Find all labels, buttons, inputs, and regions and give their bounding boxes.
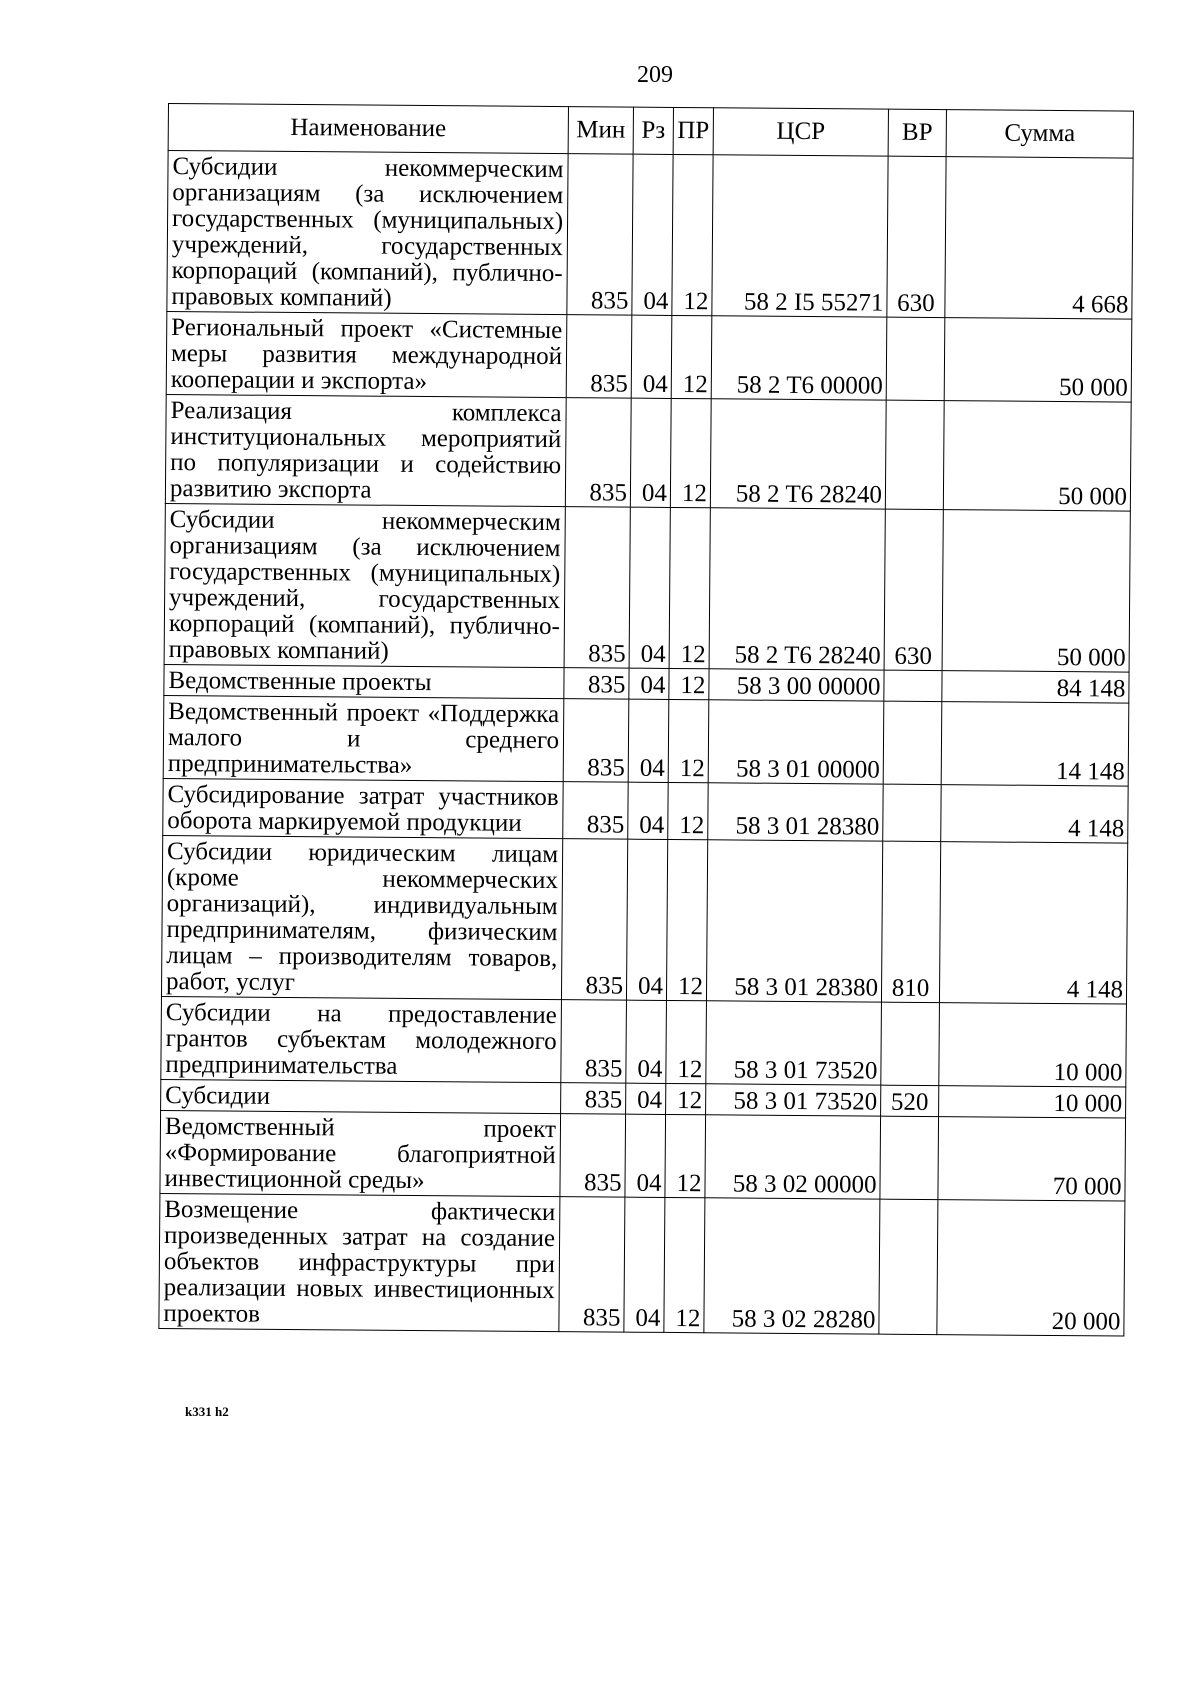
row-name: Субсидии <box>161 1079 561 1113</box>
row-csr: 58 2 T6 28240 <box>710 399 886 509</box>
row-csr: 58 3 01 28380 <box>706 840 882 1002</box>
header-sum: Сумма <box>946 110 1133 158</box>
row-pr: 12 <box>672 154 713 315</box>
row-vr: 630 <box>887 156 946 317</box>
row-pr: 12 <box>668 782 708 839</box>
row-vr <box>881 1002 940 1085</box>
row-csr: 58 3 01 73520 <box>706 1001 882 1085</box>
budget-table <box>158 103 1134 1337</box>
row-rz: 04 <box>632 154 673 315</box>
table-row <box>163 778 1128 843</box>
row-min: 835 <box>566 315 632 399</box>
row-pr: 12 <box>664 1197 705 1332</box>
row-vr: 520 <box>881 1085 939 1116</box>
row-name: Возмещение фактически произведенных затрат на создание объектов инфраструктуры при реализации новых инвестиционных проектов <box>159 1193 560 1331</box>
row-min: 835 <box>565 398 631 508</box>
row-min: 835 <box>561 1000 627 1084</box>
row-name: Субсидирование затрат участников оборота маркируемой продукции <box>163 778 563 838</box>
row-name: Региональный проект «Системные меры развития международной кооперации и экспорта» <box>166 311 567 397</box>
row-sum: 4 668 <box>945 157 1133 319</box>
row-sum: 20 000 <box>937 1200 1125 1336</box>
row-min: 835 <box>561 839 627 1001</box>
row-csr: 58 3 01 00000 <box>708 700 884 784</box>
row-name: Субсидии на предоставление грантов субъектам молодежного предпринимательства <box>161 996 562 1082</box>
table-row <box>165 394 1131 511</box>
row-csr: 58 2 T6 28240 <box>709 508 885 670</box>
row-vr <box>883 784 941 841</box>
row-pr: 12 <box>669 668 709 699</box>
row-csr: 58 3 02 00000 <box>705 1115 881 1199</box>
table-header-row <box>168 104 1133 159</box>
table-row <box>163 695 1129 786</box>
table-row <box>161 835 1127 1004</box>
row-sum: 50 000 <box>944 318 1132 402</box>
row-pr: 12 <box>666 839 707 1000</box>
row-rz: 04 <box>629 507 670 668</box>
row-csr: 58 3 01 28380 <box>708 783 883 841</box>
row-vr <box>879 1199 938 1334</box>
row-rz: 04 <box>624 1197 665 1332</box>
row-sum: 70 000 <box>938 1117 1126 1201</box>
row-min: 835 <box>561 1083 626 1115</box>
row-rz: 04 <box>626 1000 667 1083</box>
row-name: Ведомственные проекты <box>164 664 564 698</box>
header-name: Наименование <box>168 104 568 154</box>
row-min: 835 <box>560 1114 626 1198</box>
row-sum: 4 148 <box>941 785 1128 843</box>
row-rz: 04 <box>628 782 668 839</box>
row-csr: 58 2 T6 00000 <box>711 316 887 400</box>
row-min: 835 <box>564 507 630 669</box>
row-pr: 12 <box>666 1000 707 1083</box>
row-vr <box>884 670 942 701</box>
row-csr: 58 3 02 28280 <box>704 1198 880 1334</box>
table-row <box>164 503 1130 672</box>
row-rz: 04 <box>626 839 667 1000</box>
header-pr: ПР <box>673 107 713 154</box>
row-sum: 84 148 <box>942 671 1129 703</box>
row-min: 835 <box>567 154 633 316</box>
row-vr: 810 <box>881 841 940 1002</box>
table-row <box>160 1110 1126 1201</box>
row-name: Ведомственный проект «Поддержка малого и среднего предпринимательства» <box>163 695 564 781</box>
row-vr: 630 <box>884 509 943 670</box>
header-vr: ВР <box>888 109 946 156</box>
row-pr: 12 <box>671 315 712 398</box>
table-row <box>166 311 1132 402</box>
row-name: Субсидии юридическим лицам (кроме некоммерческих организаций), индивидуальным предпринимателям, физическим лицам – производителям товаров, работ, услуг <box>161 835 562 999</box>
row-sum: 4 148 <box>939 842 1127 1004</box>
row-csr: 58 2 I5 55271 <box>712 155 888 317</box>
row-sum: 50 000 <box>942 510 1130 672</box>
row-pr: 12 <box>669 507 710 668</box>
row-name: Ведомственный проект «Формирование благоприятной инвестиционной среды» <box>160 1110 561 1196</box>
row-pr: 12 <box>665 1114 706 1197</box>
table-row <box>161 996 1127 1087</box>
row-pr: 12 <box>670 398 711 507</box>
row-csr: 58 3 01 73520 <box>706 1084 881 1116</box>
row-csr: 58 3 00 00000 <box>709 669 884 701</box>
row-vr <box>885 400 944 509</box>
page-number: 209 <box>637 62 673 88</box>
row-name: Реализация комплекса институциональных мероприятий по популяризации и содействию развитию экспорта <box>165 394 566 506</box>
header-rz: Рз <box>633 107 673 154</box>
row-rz: 04 <box>628 699 669 782</box>
row-min: 835 <box>563 699 629 783</box>
row-vr <box>880 1116 939 1199</box>
row-vr <box>883 701 942 784</box>
row-pr: 12 <box>668 699 709 782</box>
row-rz: 04 <box>630 398 671 507</box>
table-row <box>159 1193 1125 1336</box>
row-pr: 12 <box>666 1083 706 1114</box>
row-min: 835 <box>564 668 629 700</box>
header-min: Мин <box>568 107 633 155</box>
row-min: 835 <box>563 782 628 840</box>
row-name: Субсидии некоммерческим организациям (за исключением государственных (муниципальных) учреждений, государственных корпораций (компаний), публично-правовых компаний) <box>164 503 565 667</box>
row-rz: 04 <box>631 315 672 398</box>
row-vr <box>886 317 945 400</box>
header-csr: ЦСР <box>713 108 888 156</box>
row-rz: 04 <box>629 668 669 699</box>
row-sum: 50 000 <box>943 401 1131 511</box>
footer-code: k331 h2 <box>185 1404 229 1419</box>
row-rz: 04 <box>626 1083 666 1114</box>
row-rz: 04 <box>625 1114 666 1197</box>
table-row <box>167 151 1133 320</box>
row-sum: 14 148 <box>941 702 1129 786</box>
row-min: 835 <box>559 1197 625 1333</box>
row-sum: 10 000 <box>939 1003 1127 1087</box>
row-name: Субсидии некоммерческим организациям (за исключением государственных (муниципальных) учреждений, государственных корпораций (компаний), публично-правовых компаний) <box>167 151 568 315</box>
row-sum: 10 000 <box>939 1086 1126 1118</box>
